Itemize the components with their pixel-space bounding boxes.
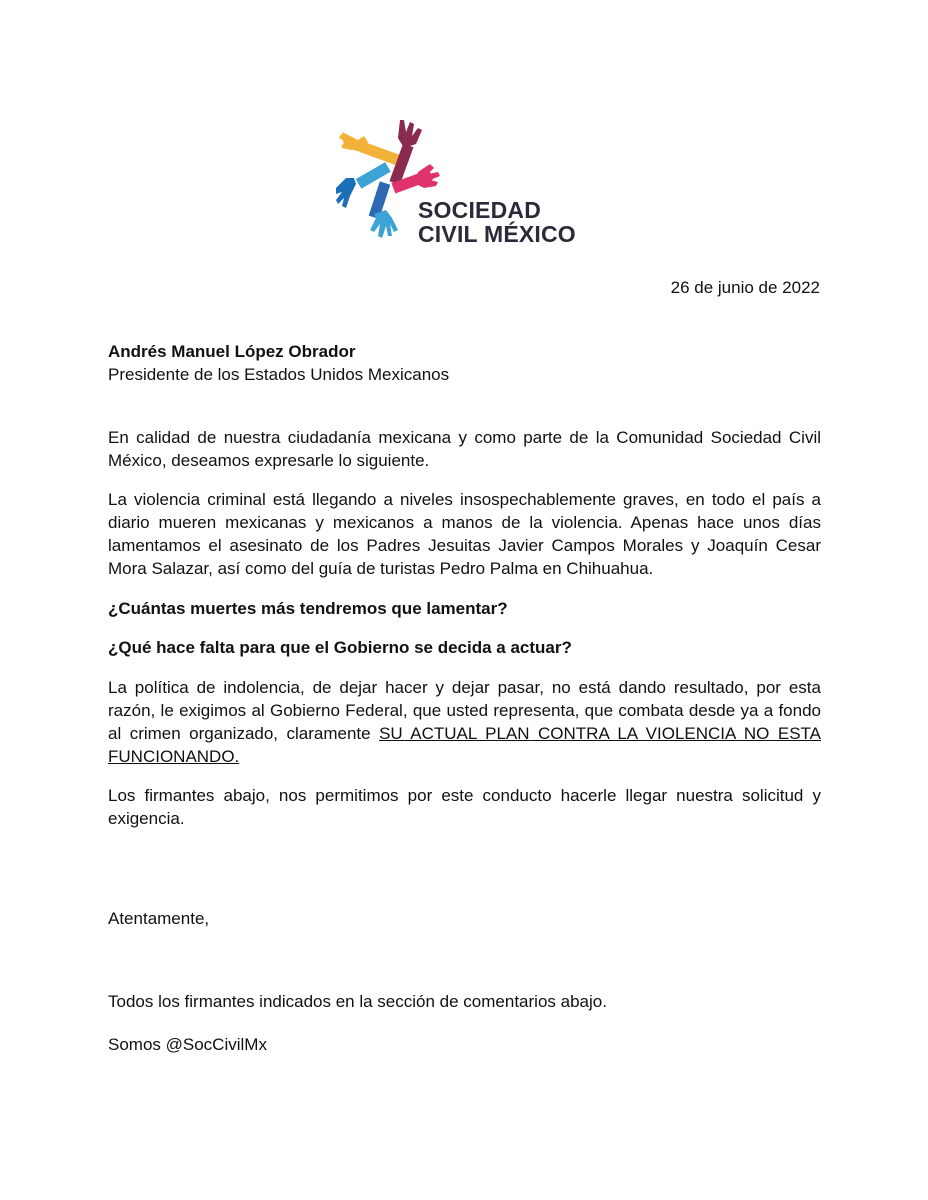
logo-line-2: CIVIL MÉXICO [418,221,576,247]
underlined-statement: SU ACTUAL PLAN CONTRA LA VIOLENCIA NO ESTA FUNCIONANDO. [108,724,821,766]
closing: Atentamente, [108,909,210,928]
handle-line: Somos @SocCivilMx [108,1035,267,1054]
paragraph-demand [108,676,821,768]
paragraph-intro: En calidad de nuestra ciudadanía mexicana y como parte de la Comunidad Sociedad Civil México, deseamos expresarle lo siguiente. [108,428,821,470]
logo-line-1: SOCIEDAD [418,197,542,223]
letter-date: 26 de junio de 2022 [670,278,820,297]
question-government: ¿Qué hace falta para que el Gobierno se decida a actuar? [108,638,572,657]
paragraph-signers: Los firmantes abajo, nos permitimos por este conducto hacerle llegar nuestra solicitud y exigencia. [108,786,821,828]
signers-note: Todos los firmantes indicados en la sección de comentarios abajo. [108,992,607,1011]
logo-wordmark [418,198,576,246]
paragraph-demand-text: La política de indolencia, de dejar hacer y dejar pasar, no está dando resultado, por esta razón, le exigimos al Gobierno Federal, que usted representa, que combata desde ya a fondo al crimen organizado, claramente [108,678,821,743]
question-deaths: ¿Cuántas muertes más tendremos que lamentar? [108,599,508,618]
recipient-title: Presidente de los Estados Unidos Mexicanos [108,365,450,384]
recipient-name: Andrés Manuel López Obrador [108,342,356,361]
paragraph-violence: La violencia criminal está llegando a niveles insospechablemente graves, en todo el país a diario mueren mexicanas y mexicanos a manos de la violencia. Apenas hace unos días lamentamos el asesinato de los Padres Jesuitas Javier Campos Morales y Joaquín Cesar Mora Salazar, así como del guía de turistas Pedro Palma en Chihuahua. [108,490,821,578]
recipient-block [108,340,821,386]
sociedad-civil-mexico-logo [334,118,584,247]
